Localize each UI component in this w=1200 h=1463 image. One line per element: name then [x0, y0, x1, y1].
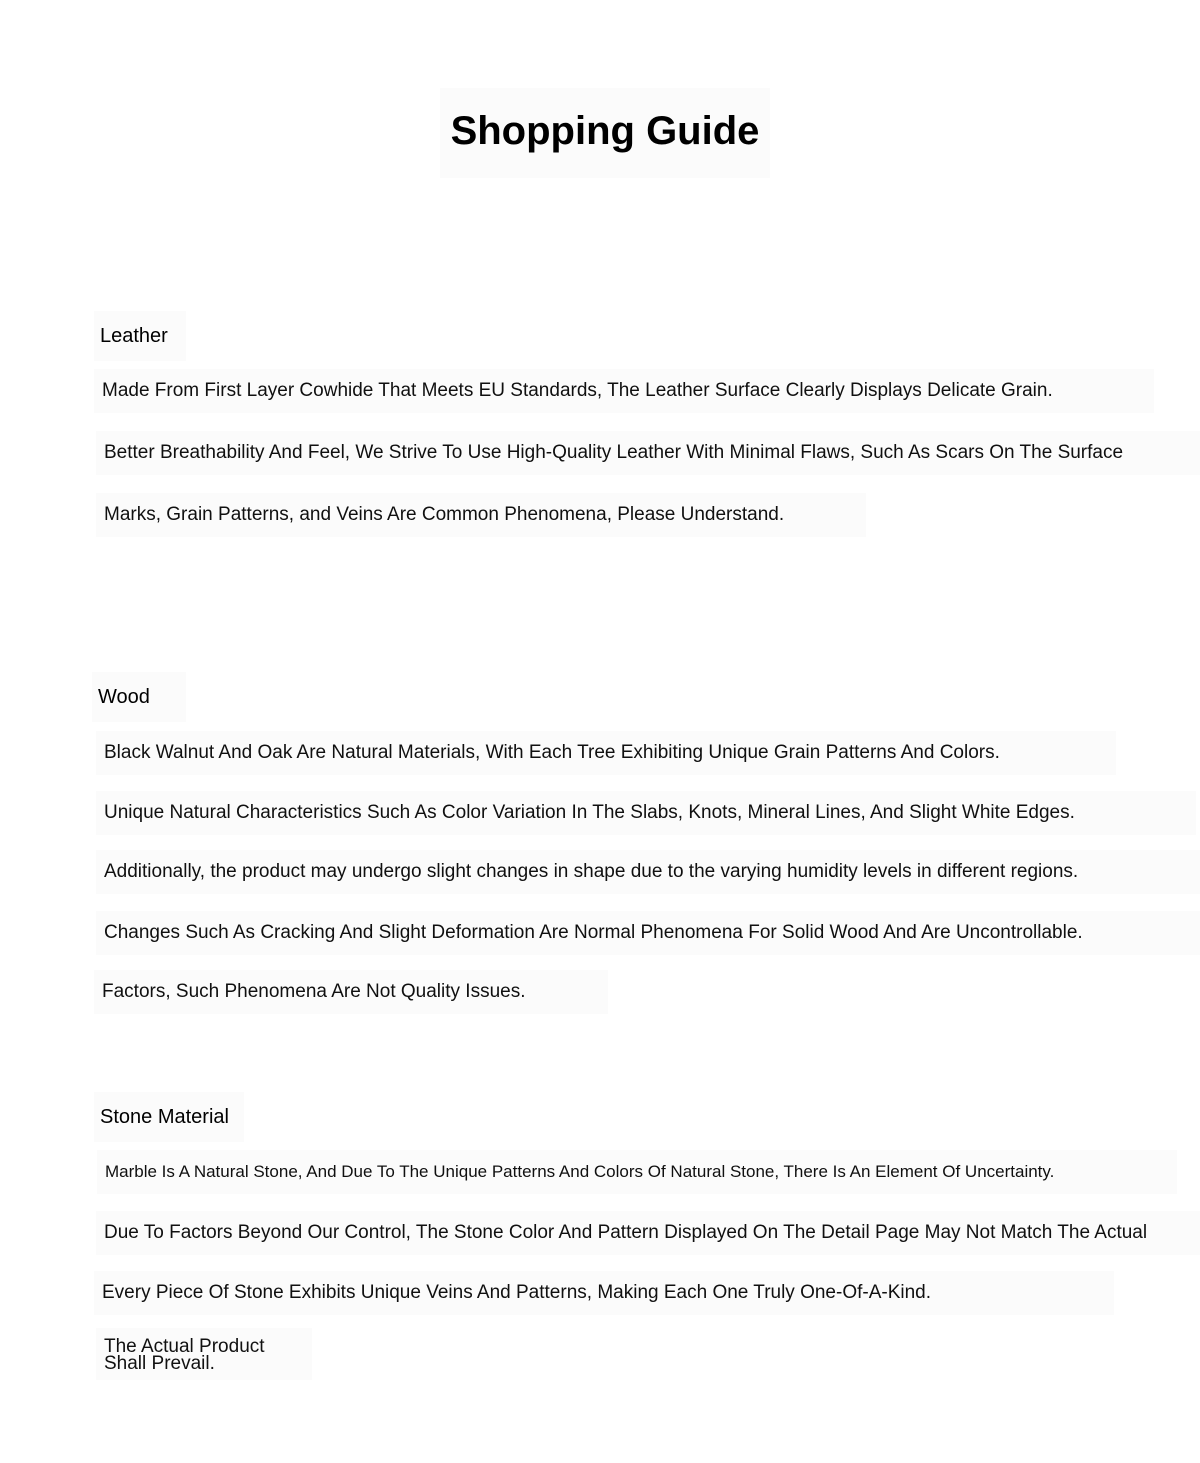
stone-closing-line-2: Shall Prevail.: [104, 1353, 215, 1374]
wood-line-1: Black Walnut And Oak Are Natural Materials, With Each Tree Exhibiting Unique Grain Patterns And Colors.: [96, 731, 1116, 775]
leather-line-3: Marks, Grain Patterns, and Veins Are Common Phenomena, Please Understand.: [96, 493, 866, 537]
stone-line-1: Marble Is A Natural Stone, And Due To The Unique Patterns And Colors Of Natural Stone, There Is An Element Of Uncertainty.: [97, 1150, 1177, 1194]
section-heading-stone: Stone Material: [94, 1092, 244, 1142]
stone-line-2: Due To Factors Beyond Our Control, The Stone Color And Pattern Displayed On The Detail Page May Not Match The Actual: [96, 1211, 1200, 1255]
section-heading-leather: Leather: [94, 311, 186, 361]
stone-closing-line-1: The Actual Product: [104, 1336, 265, 1357]
leather-line-1: Made From First Layer Cowhide That Meets EU Standards, The Leather Surface Clearly Displays Delicate Grain.: [94, 369, 1154, 413]
page-title: Shopping Guide: [440, 88, 770, 178]
section-heading-wood: Wood: [92, 672, 186, 722]
wood-line-5: Factors, Such Phenomena Are Not Quality Issues.: [94, 970, 608, 1014]
wood-line-2: Unique Natural Characteristics Such As Color Variation In The Slabs, Knots, Mineral Lines, And Slight White Edges.: [96, 791, 1196, 835]
stone-closing-note: [96, 1328, 312, 1380]
leather-line-2: Better Breathability And Feel, We Strive To Use High-Quality Leather With Minimal Flaws, Such As Scars On The Surface: [96, 431, 1200, 475]
wood-line-3: Additionally, the product may undergo slight changes in shape due to the varying humidity levels in different regions.: [96, 850, 1200, 894]
stone-line-3: Every Piece Of Stone Exhibits Unique Veins And Patterns, Making Each One Truly One-Of-A-Kind.: [94, 1271, 1114, 1315]
wood-line-4: Changes Such As Cracking And Slight Deformation Are Normal Phenomena For Solid Wood And Are Uncontrollable.: [96, 911, 1200, 955]
